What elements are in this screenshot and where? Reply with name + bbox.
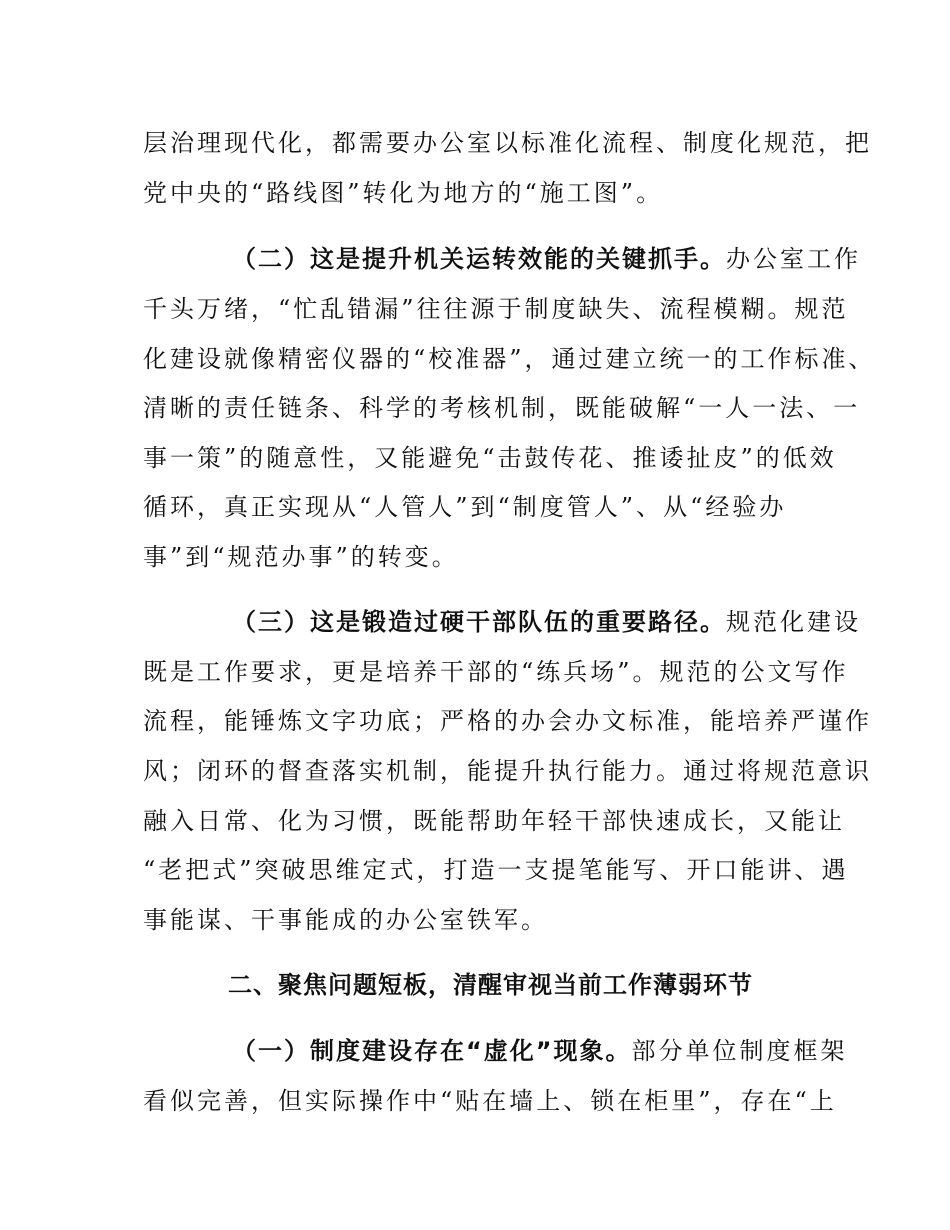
text-line: 层治理现代化，都需要办公室以标准化流程、制度化规范，把 (143, 129, 872, 157)
text-line: 事一策”的随意性，又能避免“击鼓传花、推诿扯皮”的低效 (143, 444, 837, 472)
paragraph-heading: （一）制度建设存在“虚化”现象。 (232, 1037, 632, 1065)
text-line: 事”到“规范办事”的转变。 (143, 543, 459, 571)
text-line: 清晰的责任链条、科学的考核机制，既能破解“一人一法、一 (143, 394, 861, 422)
paragraph-first-line (232, 244, 861, 274)
paragraph-heading: （二）这是提升机关运转效能的关键抓手。 (232, 245, 726, 273)
text-line: “老把式”突破思维定式，打造一支提笔能写、开口能讲、遇 (143, 856, 849, 884)
text-line: 风；闭环的督查落实机制，能提升执行能力。通过将规范意识 (143, 757, 872, 785)
text-line: 循环，真正实现从“人管人”到“制度管人”、从“经验办 (143, 493, 787, 521)
text-line: 融入日常、化为习惯，既能帮助年轻干部快速成长，又能让 (143, 807, 845, 835)
paragraph-first-line (232, 607, 861, 637)
text-line: 化建设就像精密仪器的“校准器”，通过建立统一的工作标准、 (143, 345, 876, 373)
text-line: 既是工作要求，更是培养干部的“练兵场”。规范的公文写作 (143, 658, 849, 686)
text-line: 事能谋、干事能成的办公室铁军。 (143, 906, 548, 934)
text-line: 看似完善，但实际操作中“贴在墙上、锁在柜里”，存在“上 (143, 1087, 837, 1115)
paragraph-text: 规范化建设 (726, 608, 861, 636)
text-line: 流程，能锤炼文字功底；严格的办会办文标准，能培养严谨作 (143, 707, 872, 735)
paragraph-heading: （三）这是锻造过硬干部队伍的重要路径。 (232, 608, 726, 636)
text-line: 党中央的“路线图”转化为地方的“施工图”。 (143, 179, 664, 207)
paragraph-text: 办公室工作 (726, 245, 861, 273)
paragraph-text: 部分单位制度框架 (631, 1037, 848, 1065)
section-title: 二、聚焦问题短板，清醒审视当前工作薄弱环节 (228, 971, 753, 999)
paragraph-first-line (232, 1036, 848, 1066)
text-line: 千头万绪，“忙乱错漏”往往源于制度缺失、流程模糊。规范 (143, 295, 849, 323)
